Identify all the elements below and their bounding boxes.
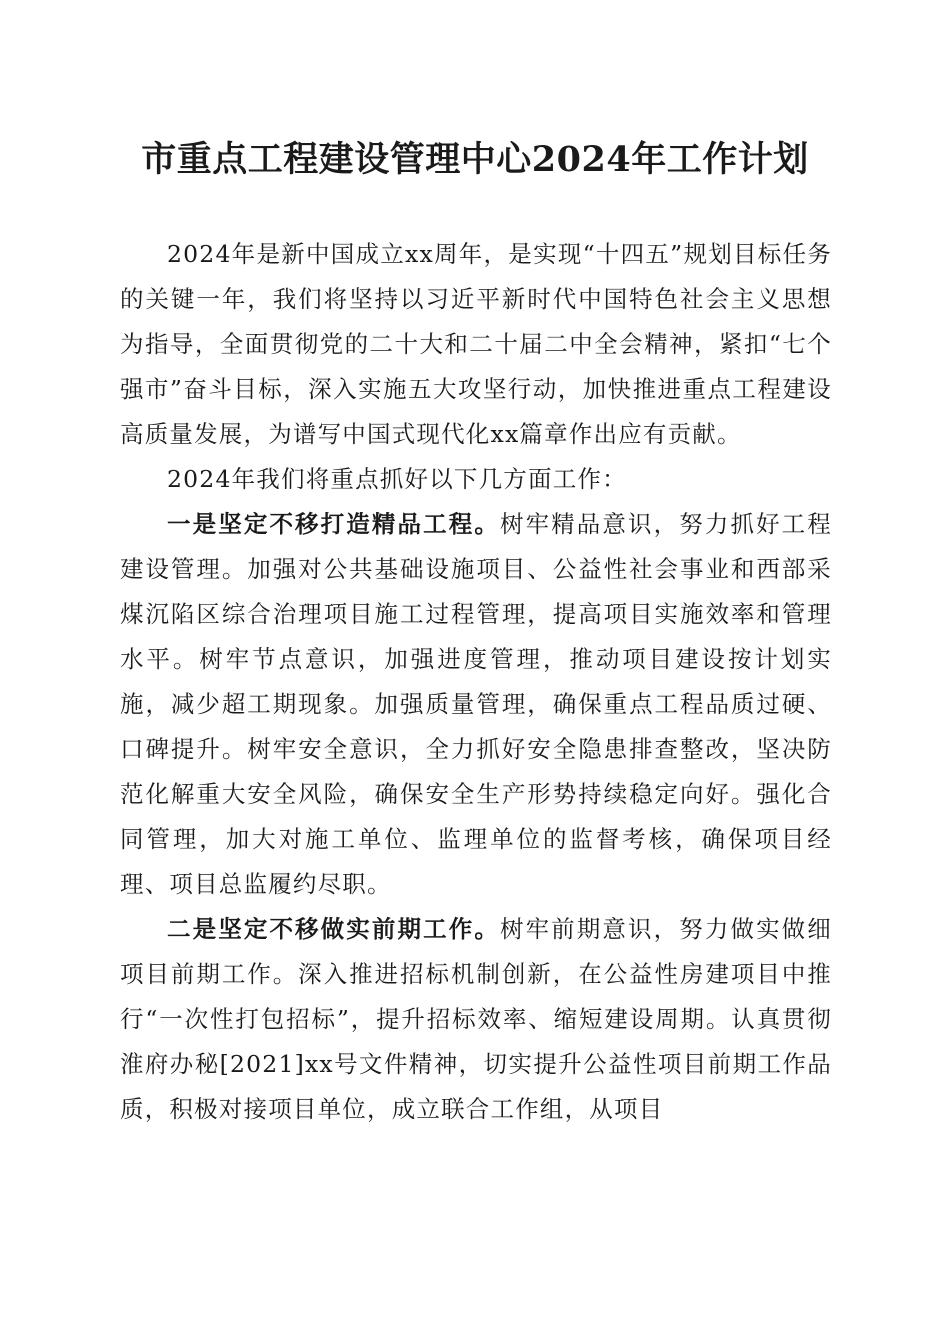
paragraph-intro: [120, 232, 832, 457]
paragraph-text: 2024年是新中国成立xx周年，是实现“十四五”规划目标任务的关键一年，我们将坚持以习近平新时代中国特色社会主义思想为指导，全面贯彻党的二十大和二十届二中全会精神，紧扣“七个强市”奋斗目标，深入实施五大攻坚行动，加快推进重点工程建设高质量发展，为谱写中国式现代化xx篇章作出应有贡献。: [120, 240, 832, 448]
paragraph-lead: 二是坚定不移做实前期工作。: [167, 915, 500, 943]
paragraph-text: 2024年我们将重点抓好以下几方面工作：: [167, 465, 627, 493]
paragraph-text: 树牢精品意识，努力抓好工程建设管理。加强对公共基础设施项目、公益性社会事业和西部采煤沉陷区综合治理项目施工过程管理，提高项目实施效率和管理水平。树牢节点意识，加强进度管理，推动项目建设按计划实施，减少超工期现象。加强质量管理，确保重点工程品质过硬、口碑提升。树牢安全意识，全力抓好安全隐患排查整改，坚决防范化解重大安全风险，确保安全生产形势持续稳定向好。强化合同管理，加大对施工单位、监理单位的监督考核，确保项目经理、项目总监履约尽职。: [120, 510, 832, 898]
document-title: 市重点工程建设管理中心2024年工作计划: [141, 139, 809, 180]
paragraph-overview: [120, 457, 832, 502]
document-body: [120, 232, 832, 1132]
paragraph-lead: 一是坚定不移打造精品工程。: [167, 510, 500, 538]
paragraph-item-2: [120, 907, 832, 1132]
paragraph-item-1: [120, 502, 832, 907]
paragraph-text: 树牢前期意识，努力做实做细项目前期工作。深入推进招标机制创新，在公益性房建项目中推行“一次性打包招标”，提升招标效率、缩短建设周期。认真贯彻淮府办秘[2021]xx号文件精神，切实提升公益性项目前期工作品质，积极对接项目单位，成立联合工作组，从项目: [120, 915, 832, 1123]
